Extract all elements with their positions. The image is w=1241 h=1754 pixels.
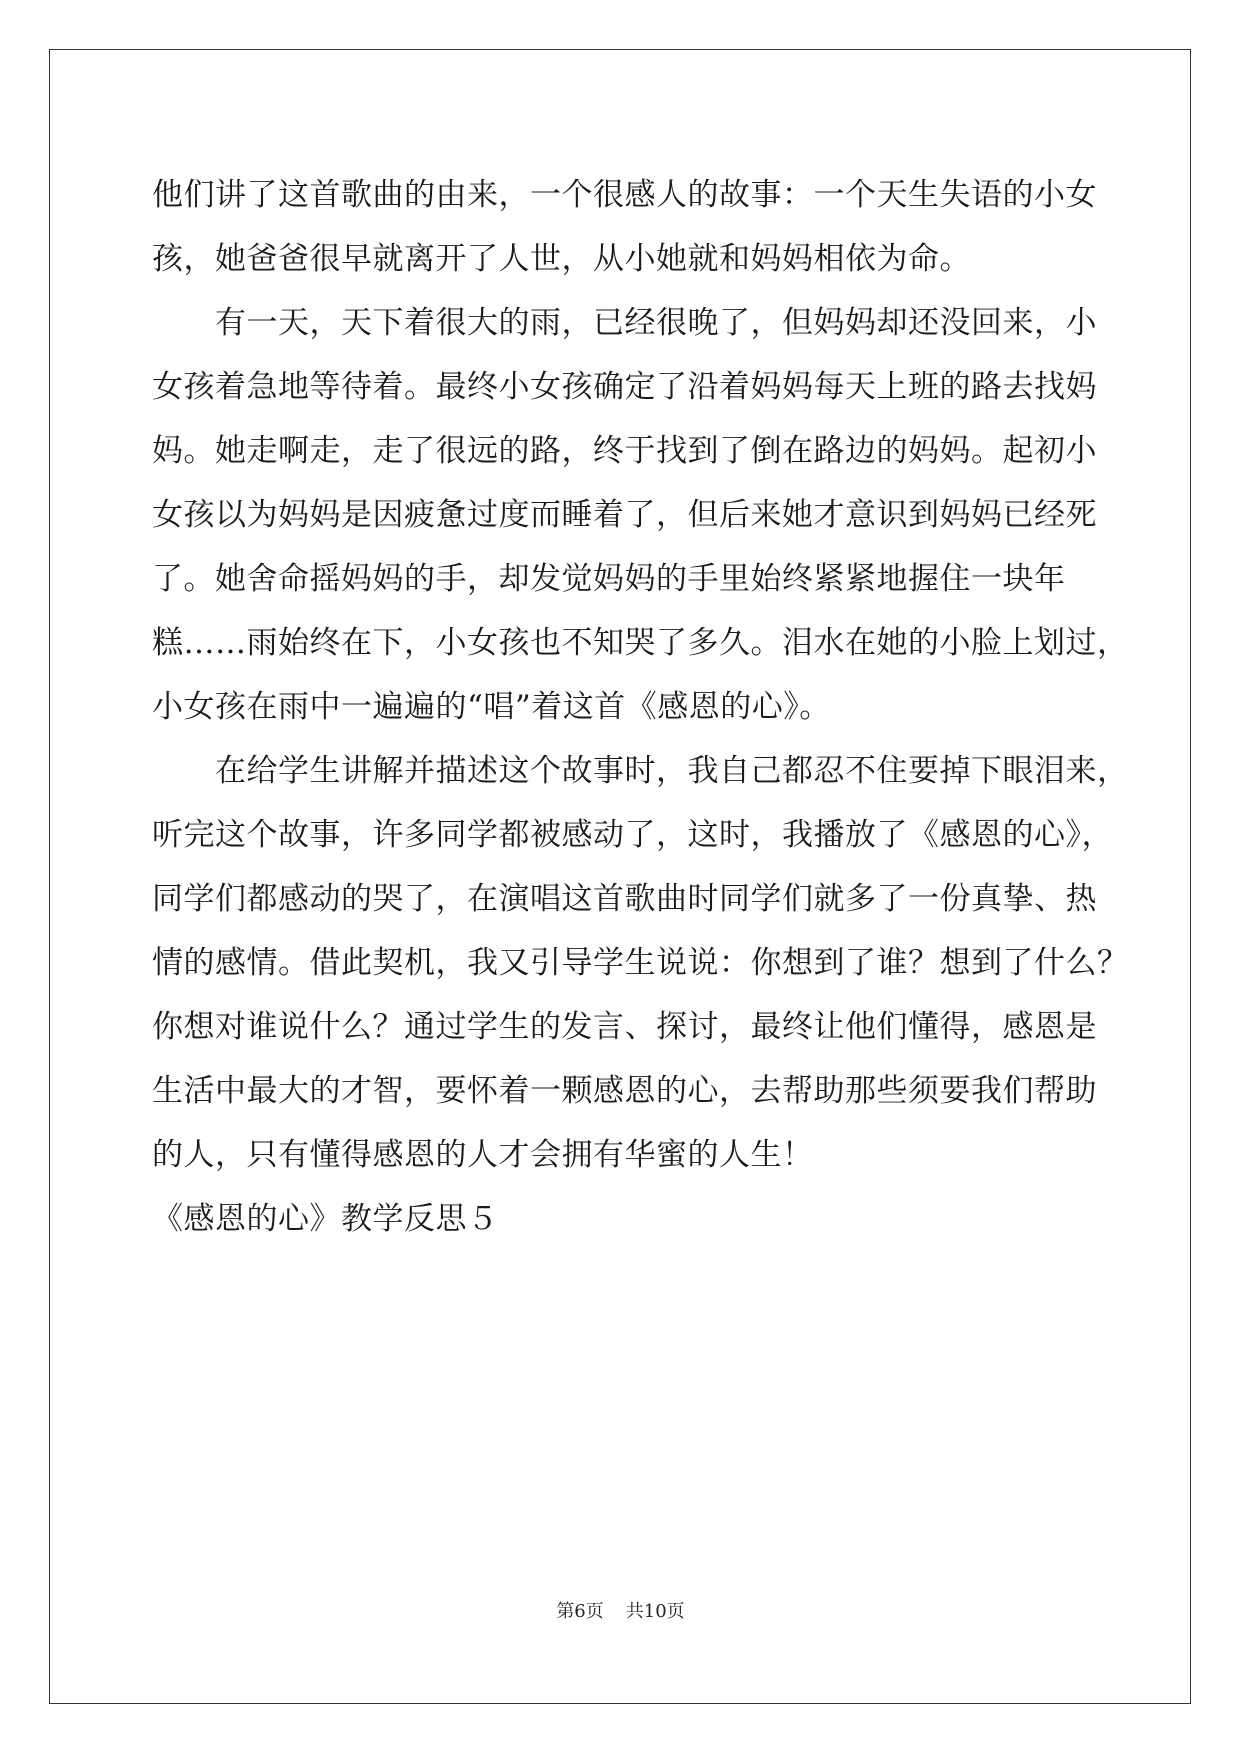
text-line: 生活中最大的才智，要怀着一颗感恩的心，去帮助那些须要我们帮助 [152, 1073, 1097, 1109]
text-line: 情的感情。借此契机，我又引导学生说说：你想到了谁？想到了什么？ [152, 945, 1129, 981]
text-line: 你想对谁说什么？通过学生的发言、探讨，最终让他们懂得，感恩是 [152, 1009, 1097, 1045]
text-line: 有一天，天下着很大的雨，已经很晚了，但妈妈却还没回来，小 [152, 305, 1097, 341]
text-line: 孩，她爸爸很早就离开了人世，从小她就和妈妈相依为命。 [152, 241, 971, 277]
text-line: 在给学生讲解并描述这个故事时，我自己都忍不住要掉下眼泪来， [152, 753, 1129, 789]
text-line: 妈。她走啊走，走了很远的路，终于找到了倒在路边的妈妈。起初小 [152, 433, 1097, 469]
text-line: 了。她舍命摇妈妈的手，却发觉妈妈的手里始终紧紧地握住一块年 [152, 561, 1066, 597]
text-line: 女孩以为妈妈是因疲惫过度而睡着了，但后来她才意识到妈妈已经死 [152, 497, 1097, 533]
text-line: 同学们都感动的哭了，在演唱这首歌曲时同学们就多了一份真挚、热 [152, 881, 1097, 917]
text-line: 听完这个故事，许多同学都被感动了，这时，我播放了《感恩的心》， [152, 817, 1113, 853]
text-line: 他们讲了这首歌曲的由来，一个很感人的故事：一个天生失语的小女 [152, 177, 1097, 213]
section-heading: 《感恩的心》教学反思５ [152, 1201, 499, 1237]
page-total: 共10页 [625, 1601, 685, 1622]
page-number: 第6页 [556, 1601, 604, 1622]
text-line: 糕……雨始终在下，小女孩也不知哭了多久。泪水在她的小脸上划过， [152, 625, 1129, 661]
text-line: 女孩着急地等待着。最终小女孩确定了沿着妈妈每天上班的路去找妈 [152, 369, 1097, 405]
text-line: 小女孩在雨中一遍遍的“唱”着这首《感恩的心》。 [152, 689, 831, 725]
page-footer [0, 1597, 1241, 1623]
text-line: 的人，只有懂得感恩的人才会拥有华蜜的人生！ [152, 1137, 814, 1173]
document-body [152, 163, 1129, 1251]
